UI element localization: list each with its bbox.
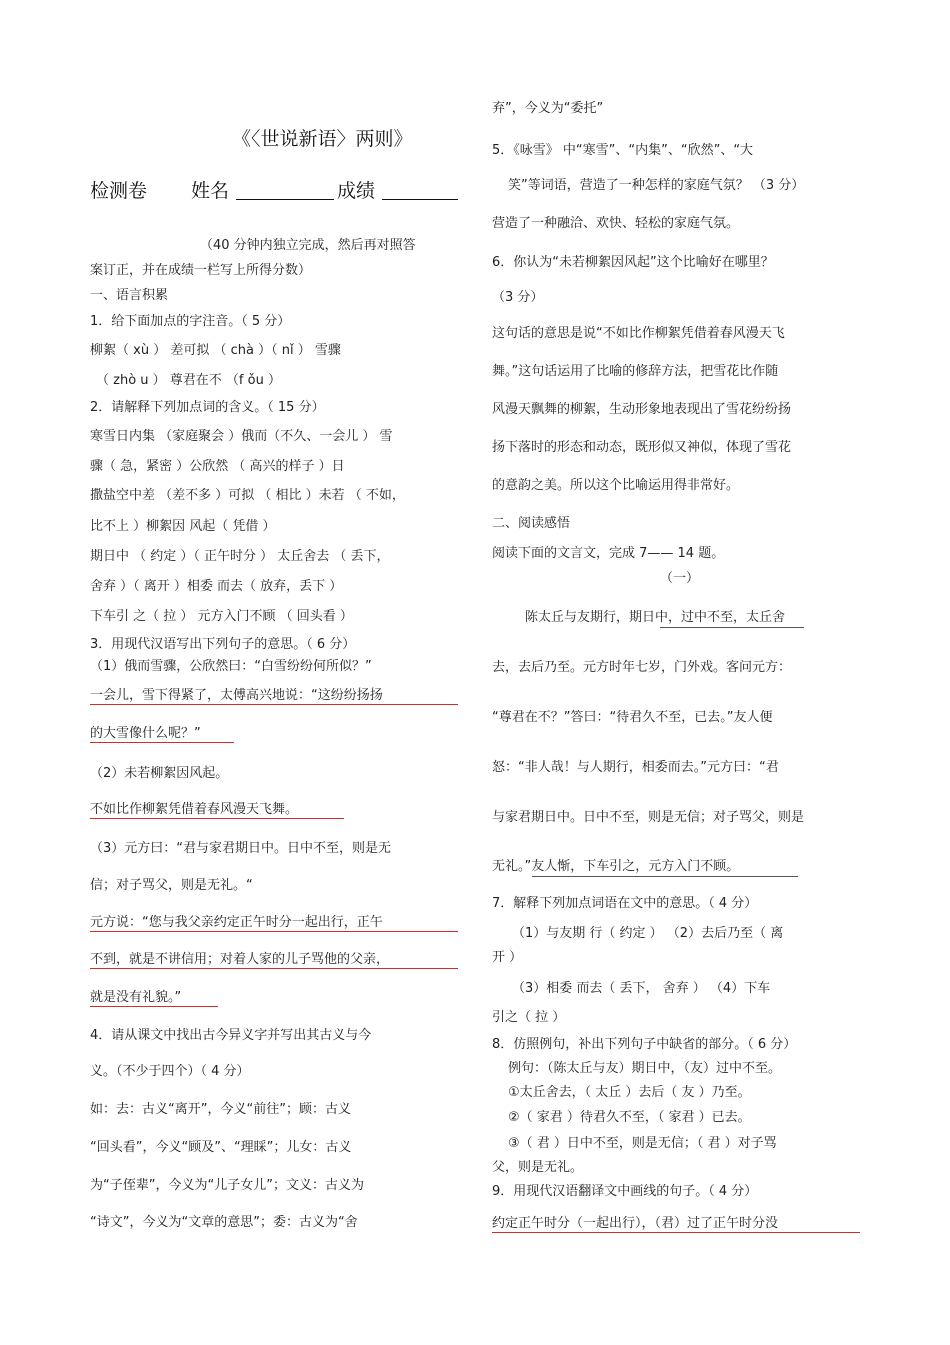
page-title: 《〈世说新语〉两则》	[232, 128, 413, 150]
question-line: 5．《咏雪》 中“寒雪”、“内集”、“欣然”、“大	[492, 143, 754, 158]
question-line: 6．你认为“未若柳絮因风起”这个比喻好在哪里？	[492, 255, 774, 270]
question-line: 3．用现代汉语写出下列句子的意思。（ 6 分）	[90, 637, 356, 652]
question-line: 阅读下面的文言文，完成 7—— 14 题。	[492, 546, 725, 561]
section-heading: 一、语言积累	[90, 288, 169, 303]
header-label-name: 姓名	[191, 180, 230, 202]
question-line: （3 分）	[492, 290, 544, 305]
answer-line: ①太丘舍去，（ 太丘 ）去后（ 友 ）乃至。	[508, 1085, 751, 1100]
answer-line: 约定正午时分（一起出行），（君）过了正午时分没	[492, 1216, 860, 1233]
header-label-test: 检测卷	[90, 180, 148, 202]
answer-line: 期日中 （ 约定 ）（ 正午时分 ） 太丘舍去 （ 丢下，	[90, 549, 390, 564]
answer-line: 一会儿，雪下得紧了，太傅高兴地说：“这纷纷扬扬	[90, 688, 458, 705]
answer-line: 风漫天飘舞的柳絮，生动形象地表现出了雪花纷纷扬	[492, 402, 792, 417]
answer-line: 舍弃 ）（ 离开 ）相委 而去（ 放弃，丢下 ）	[90, 579, 343, 594]
passage-line: 与家君期日中。日中不至，则是无信；对子骂父，则是	[492, 810, 805, 825]
answer-line: “回头看”，今义“顾及”、“理睬”；儿女：古义	[90, 1140, 352, 1155]
question-line: 7．解释下列加点词语在文中的意思。（ 4 分）	[492, 896, 758, 911]
answer-line: 下车引 之（ 拉 ） 元方入门不顾 （ 回头看 ）	[90, 609, 353, 624]
question-line: （1）俄而雪骤，公欣然曰：“白雪纷纷何所似？”	[90, 659, 372, 674]
passage-line: 无礼。”友人惭，下车引之，元方入门不顾。	[492, 859, 740, 874]
name-field[interactable]	[236, 179, 334, 200]
answer-line: 扬下落时的形态和动态，既形似又神似，体现了雪花	[492, 440, 792, 455]
answer-line: 比不上 ）柳絮因 风起（ 凭借 ）	[90, 519, 276, 534]
answer-line: “诗文”，今义为“文章的意思”；委：古义为“舍	[90, 1215, 358, 1230]
question-line: 4．请从课文中找出古今异义字并写出其古义与今	[90, 1028, 372, 1043]
answer-line: 舞。”这句话运用了比喻的修辞方法，把雪花比作随	[492, 364, 779, 379]
answer-line: 元方说：“您与我父亲约定正午时分一起出行，正午	[90, 915, 458, 932]
question-line: 9．用现代汉语翻译文中画线的句子。（ 4 分）	[492, 1184, 758, 1199]
instruction-line: （40 分钟内独立完成，然后再对照答	[200, 238, 416, 253]
passage-line: 去，去后乃至。元方时年七岁，门外戏。客问元方：	[492, 660, 792, 675]
passage-line: 陈太丘与友期行，期日中，过中不至，太丘舍	[525, 610, 786, 625]
answer-line: ③（ 君 ）日中不至，则是无信；（ 君 ）对子骂	[508, 1136, 777, 1151]
answer-line: 骤（ 急，紧密 ）公欣然 （ 高兴的样子 ）日	[90, 459, 345, 474]
answer-line: （1）与友期 行（ 约定 ） （2）去后乃至（ 离	[512, 926, 784, 941]
question-line: 义。（不少于四个）（ 4 分）	[90, 1064, 250, 1079]
header-label-score: 成绩	[337, 180, 376, 202]
passage-line: “尊君在不？”答曰：“待君久不至，已去。”友人便	[492, 710, 773, 725]
answer-line: 这句话的意思是说“不如比作柳絮凭借着春风漫天飞	[492, 326, 785, 341]
question-line: 笑”等词语，营造了一种怎样的家庭气氛？ （3 分）	[508, 178, 805, 193]
question-line: 2．请解释下列加点词的含义。（ 15 分）	[90, 400, 325, 415]
example-line: 例句：（陈太丘与友）期日中，（友）过中不至。	[508, 1061, 782, 1076]
passage-underline	[532, 876, 798, 877]
answer-line: ②（ 家君 ）待君久不至，（ 家君 ）已去。	[508, 1110, 751, 1125]
answer-line: 的大雪像什么呢？”	[90, 726, 234, 743]
passage-underline	[660, 627, 804, 628]
answer-line: 不到，就是不讲信用；对着人家的儿子骂他的父亲，	[90, 952, 458, 969]
answer-line: 柳絮（ xù ） 差可拟 （ chà ）（ nǐ ） 雪骤	[90, 343, 341, 358]
answer-line: 寒雪日内集 （家庭聚会 ）俄而（不久、一会儿 ） 雪	[90, 429, 393, 444]
question-line: 8．仿照例句，补出下列句子中缺省的部分。（ 6 分）	[492, 1037, 797, 1052]
answer-line: 引之（ 拉 ）	[492, 1010, 566, 1025]
answer-line: 的意韵之美。所以这个比喻运用得非常好。	[492, 478, 740, 493]
answer-line: 不如比作柳絮凭借着春风漫天飞舞。	[90, 802, 344, 819]
instruction-line: 案订正，并在成绩一栏写上所得分数）	[90, 263, 312, 278]
answer-line: 弃”，今义为“委托”	[492, 101, 604, 116]
answer-line: 就是没有礼貌。”	[90, 990, 218, 1007]
answer-line: （ zhò u ） 尊君在不 （f ǒu ）	[96, 373, 281, 388]
answer-line: 为“子侄辈”，今义为“儿子女儿”；文义：古义为	[90, 1178, 364, 1193]
answer-line: 父，则是无礼。	[492, 1160, 584, 1175]
question-line: （3）元方曰：“君与家君期日中。日中不至，则是无	[90, 841, 392, 856]
answer-line: 撒盐空中差 （差不多 ）可拟 （ 相比 ）未若 （ 不如，	[90, 488, 405, 503]
answer-line: 如：去：古义“离开”，今义“前往”；顾：古义	[90, 1102, 351, 1117]
passage-heading: （一）	[660, 571, 700, 586]
answer-line: （3）相委 而去（ 丢下， 舍弃 ） （4）下车	[512, 981, 771, 996]
answer-line: 开 ）	[492, 950, 523, 965]
question-line: 信；对子骂父，则是无礼。“	[90, 878, 253, 893]
score-field[interactable]	[382, 179, 458, 200]
section-heading: 二、阅读感悟	[492, 516, 571, 531]
passage-line: 怒：“非人哉！与人期行，相委而去。”元方曰：“君	[492, 760, 779, 775]
answer-line: 营造了一种融洽、欢快、轻松的家庭气氛。	[492, 216, 740, 231]
question-line: 1．给下面加点的字注音。（ 5 分）	[90, 314, 291, 329]
question-line: （2）未若柳絮因风起。	[90, 766, 229, 781]
